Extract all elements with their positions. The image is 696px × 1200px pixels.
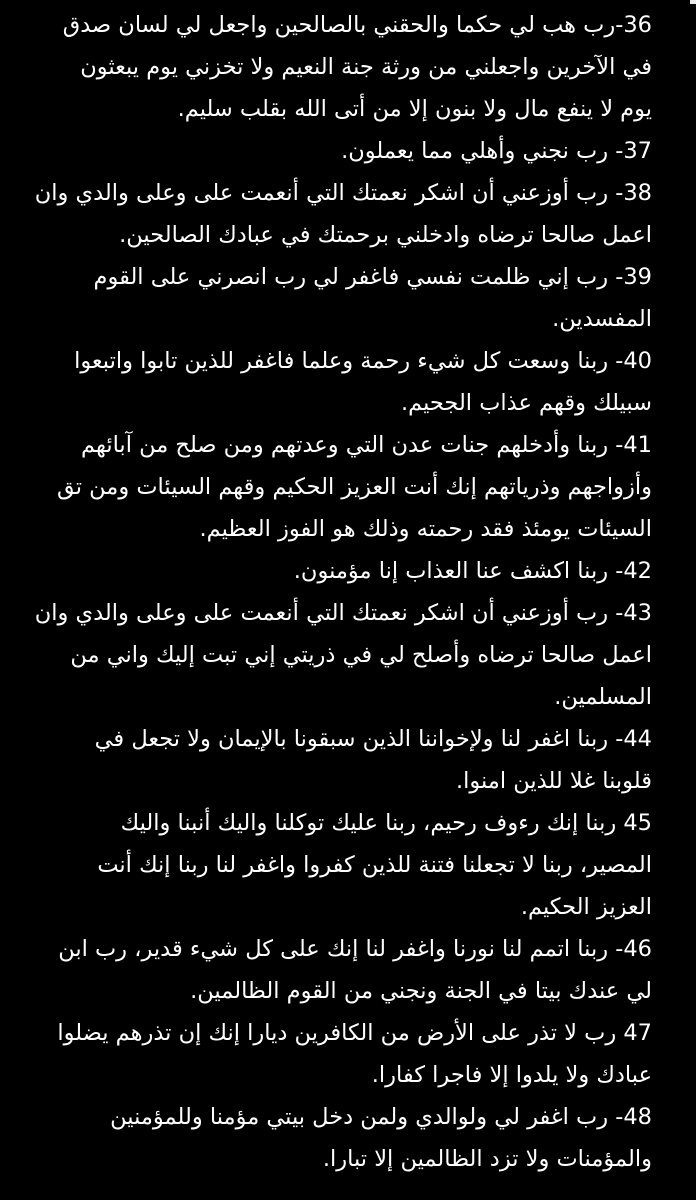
text-line: 37- رب نجني وأهلي مما يعملون. [341, 138, 652, 164]
text-line: 44- ربنا اغفر لنا ولإخواننا الذين سبقونا بالإيمان ولا تجعل في [94, 726, 652, 752]
text-line: اعمل صالحا ترضاه وأصلح لي في ذريتي إني تبت إليك واني من [70, 642, 652, 668]
text-line: 40- ربنا وسعت كل شيء رحمة وعلما فاغفر للذين تابوا واتبعوا [74, 348, 652, 374]
text-line: 43- رب أوزعني أن اشكر نعمتك التي أنعمت على وعلى والدي وان [34, 600, 652, 626]
text-line: العزيز الحكيم. [520, 894, 652, 920]
text-line: 46- ربنا اتمم لنا نورنا واغفر لنا إنك على كل شيء قدير، رب ابن [58, 936, 652, 962]
text-line: السيئات يومئذ فقد رحمته وذلك هو الفوز العظيم. [199, 516, 652, 542]
top-edge-marker [690, 0, 696, 4]
text-line: المصير، ربنا لا تجعلنا فتنة للذين كفروا واغفر لنا ربنا إنك أنت [97, 852, 652, 878]
text-line: 39- رب إني ظلمت نفسي فاغفر لي رب انصرني على القوم [93, 264, 652, 290]
text-line: 47 رب لا تذر على الأرض من الكافرين ديارا إنك إن تذرهم يضلوا [57, 1020, 652, 1046]
text-line: 42- ربنا اكشف عنا العذاب إنا مؤمنون. [293, 558, 652, 584]
text-line: لي عندك بيتا في الجنة ونجني من القوم الظالمين. [190, 978, 652, 1004]
text-line: 41- ربنا وأدخلهم جنات عدن التي وعدتهم ومن صلح من آبائهم [80, 432, 652, 458]
text-line: 36-رب هب لي حكما والحقني بالصالحين واجعل لي لسان صدق [62, 12, 652, 38]
prayer-list-document [34, 4, 652, 1180]
text-line: 38- رب أوزعني أن اشكر نعمتك التي أنعمت على وعلى والدي وان [34, 180, 652, 206]
text-line: في الآخرين واجعلني من ورثة جنة النعيم ولا تخزني يوم يبعثون [80, 54, 652, 80]
text-line: المفسدين. [552, 306, 652, 332]
text-line: وأزواجهم وذرياتهم إنك أنت العزيز الحكيم وقهم السيئات ومن تق [57, 474, 652, 500]
text-line: يوم لا ينفع مال ولا بنون إلا من أتى الله بقلب سليم. [177, 96, 652, 122]
text-line: قلوبنا غلا للذين امنوا. [455, 768, 652, 794]
text-line: 45 ربنا إنك رءوف رحيم، ربنا عليك توكلنا واليك أنبنا واليك [120, 810, 652, 836]
text-line: اعمل صالحا ترضاه وادخلني برحمتك في عبادك الصالحين. [119, 222, 652, 248]
text-line: والمؤمنات ولا تزد الظالمين إلا تبارا. [322, 1146, 652, 1172]
text-line: المسلمين. [554, 684, 652, 710]
text-line: سبيلك وقهم عذاب الجحيم. [400, 390, 652, 416]
text-line: 48- رب اغفر لي ولوالدي ولمن دخل بيتي مؤمنا وللمؤمنين [110, 1104, 652, 1130]
text-line: عبادك ولا يلدوا إلا فاجرا كفارا. [371, 1062, 652, 1088]
